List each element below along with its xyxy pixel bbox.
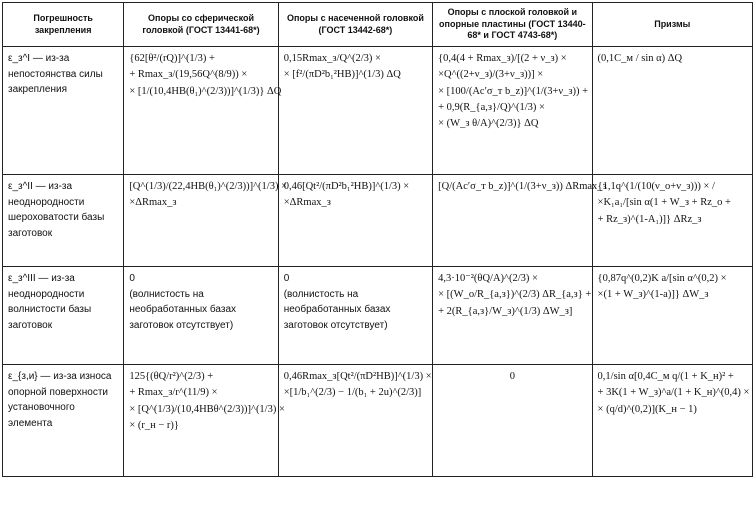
row-label: ε_з^III — из-за неоднородности волнистости базы заготовок	[3, 267, 124, 365]
formula-line: ×K₁a₁/[sin α(1 + W_з + Rz_о +	[597, 197, 731, 209]
formula-line: 0,1/sin α[0,4C_м q/(1 + K_н)² +	[597, 371, 734, 383]
cell-formula	[433, 267, 592, 365]
table-row	[3, 175, 753, 267]
formula-line: 0,15Rmax_з/Q^(2/3) ×	[283, 53, 381, 65]
formula-line: + Rmax_з/r^(11/9) ×	[129, 387, 218, 399]
formula-line: 4,3·10⁻²(θQ/A)^(2/3) ×	[438, 273, 538, 285]
cell-formula	[433, 175, 607, 267]
cell-formula	[592, 47, 752, 175]
formula-line: {0,87q^(0,2)K a/[sin α^(0,2) ×	[597, 273, 727, 285]
formula-line: × [(W_о/R_{a,з})^(2/3) ΔR_{a,з} +	[438, 289, 592, 301]
formula-line: {1,1q^(1/(10(ν_о+ν_з))) × /	[597, 181, 715, 193]
formula-line: 0,46Rmax_з[Qt²/(πD²HB)]^(1/3) ×	[283, 371, 432, 383]
formula-line: ×(1 + W_з)^(1-a)]} ΔW_з	[597, 289, 709, 301]
cell-formula	[278, 365, 432, 477]
formula-line: [Q^(1/3)/(22,4HB(θ₁)^(2/3))]^(1/3) ×	[129, 181, 288, 193]
table-row	[3, 47, 753, 175]
row-label: ε_з^II — из-за неоднородности шероховатости базы заготовок	[3, 175, 124, 267]
formula-line: 0	[283, 273, 290, 285]
cell-formula	[124, 267, 278, 365]
header-notched: Опоры с насеченной головкой (ГОСТ 13442-68*)	[278, 3, 432, 47]
cell-formula	[124, 365, 285, 477]
cell-formula	[433, 47, 592, 175]
formula-line: + Rmax_з/(19,56Q^(8/9)) ×	[129, 69, 248, 81]
row-label: ε_{з,и} — из-за износа опорной поверхности установочного элемента	[3, 365, 124, 477]
formula-line: 0,46[Qt²/(πD²b₁²HB)]^(1/3) ×	[283, 181, 410, 193]
table-header-row	[3, 3, 753, 47]
table-row	[3, 267, 753, 365]
cell-formula	[592, 267, 752, 365]
formula-line: (0,1C_м / sin α) ΔQ	[597, 53, 683, 65]
header-prisms: Призмы	[592, 3, 752, 47]
formula-line: × [100/(Ac′σ_т b_z)]^(1/(3+ν_з)) +	[438, 85, 589, 97]
cell-formula	[592, 365, 752, 477]
formula-line: + 3K(1 + W_з)^a/(1 + K_н)^(0,4) ×	[597, 387, 750, 399]
cell-formula	[433, 365, 592, 477]
formula-line: ×Q^((2+ν_з)/(3+ν_з))] ×	[438, 69, 544, 81]
formula-line: × [Q^(1/3)/(10,4HBθ^(2/3))]^(1/3) ×	[129, 403, 285, 415]
header-flat: Опоры с плоской головкой и опорные пластины (ГОСТ 13440-68* и ГОСТ 4743-68*)	[433, 3, 592, 47]
error-table	[2, 2, 753, 477]
table-row	[3, 365, 753, 477]
formula-line: × [f²/(πD²b₁²HB)]^(1/3) ΔQ	[283, 69, 401, 81]
cell-formula	[124, 175, 288, 267]
formula-note: (волнистость на необработанных базах заготовок отсутствует)	[283, 288, 391, 331]
formula-line: × (W_з θ/A)^(2/3)} ΔQ	[438, 118, 539, 130]
formula-line: ×[1/b₁^(2/3) − 1/(b₁ + 2u)^(2/3)]	[283, 387, 422, 399]
formula-line: {62[θ²/(rQ)]^(1/3) +	[129, 53, 215, 65]
header-error: Погрешность закрепления	[3, 3, 124, 47]
formula-line: + 2(R_{a,з}/W_з)^(1/3) ΔW_з]	[438, 305, 573, 317]
formula-line: 125{(θQ/r²)^(2/3) +	[129, 371, 214, 383]
formula-line: + Rz_з)^(1-A₁)]} ΔRz_з	[597, 213, 702, 225]
cell-formula	[278, 47, 432, 175]
formula-line: 0	[509, 371, 515, 383]
formula-line: ×ΔRmax_з	[283, 197, 331, 209]
formula-line: ×ΔRmax_з	[129, 197, 177, 209]
formula-line: × (q/d)^(0,2)](K_н − 1)	[597, 403, 697, 415]
cell-formula	[592, 175, 752, 267]
cell-formula	[278, 267, 432, 365]
cell-formula	[278, 175, 432, 267]
header-spherical: Опоры со сферической головкой (ГОСТ 13441-68*)	[124, 3, 278, 47]
formula-line: + 0,9(R_{a,з}/Q)^(1/3) ×	[438, 101, 545, 113]
formula-line: × (r_н − r)}	[129, 419, 179, 431]
formula-line: × [1/(10,4HB(θ₁)^(2/3))]^(1/3)} ΔQ	[129, 85, 282, 97]
formula-note: (волнистость на необработанных базах заготовок отсутствует)	[129, 288, 237, 331]
row-label: ε_з^I — из-за непостоянства силы закрепления	[3, 47, 124, 175]
cell-formula	[124, 47, 282, 175]
formula-line: {0,4(4 + Rmax_з)/[(2 + ν_з) ×	[438, 53, 567, 65]
formula-line: [Q/(Ac′σ_т b_z)]^(1/(3+ν_з)) ΔRmax_з	[438, 181, 607, 193]
formula-line: 0	[129, 273, 135, 285]
